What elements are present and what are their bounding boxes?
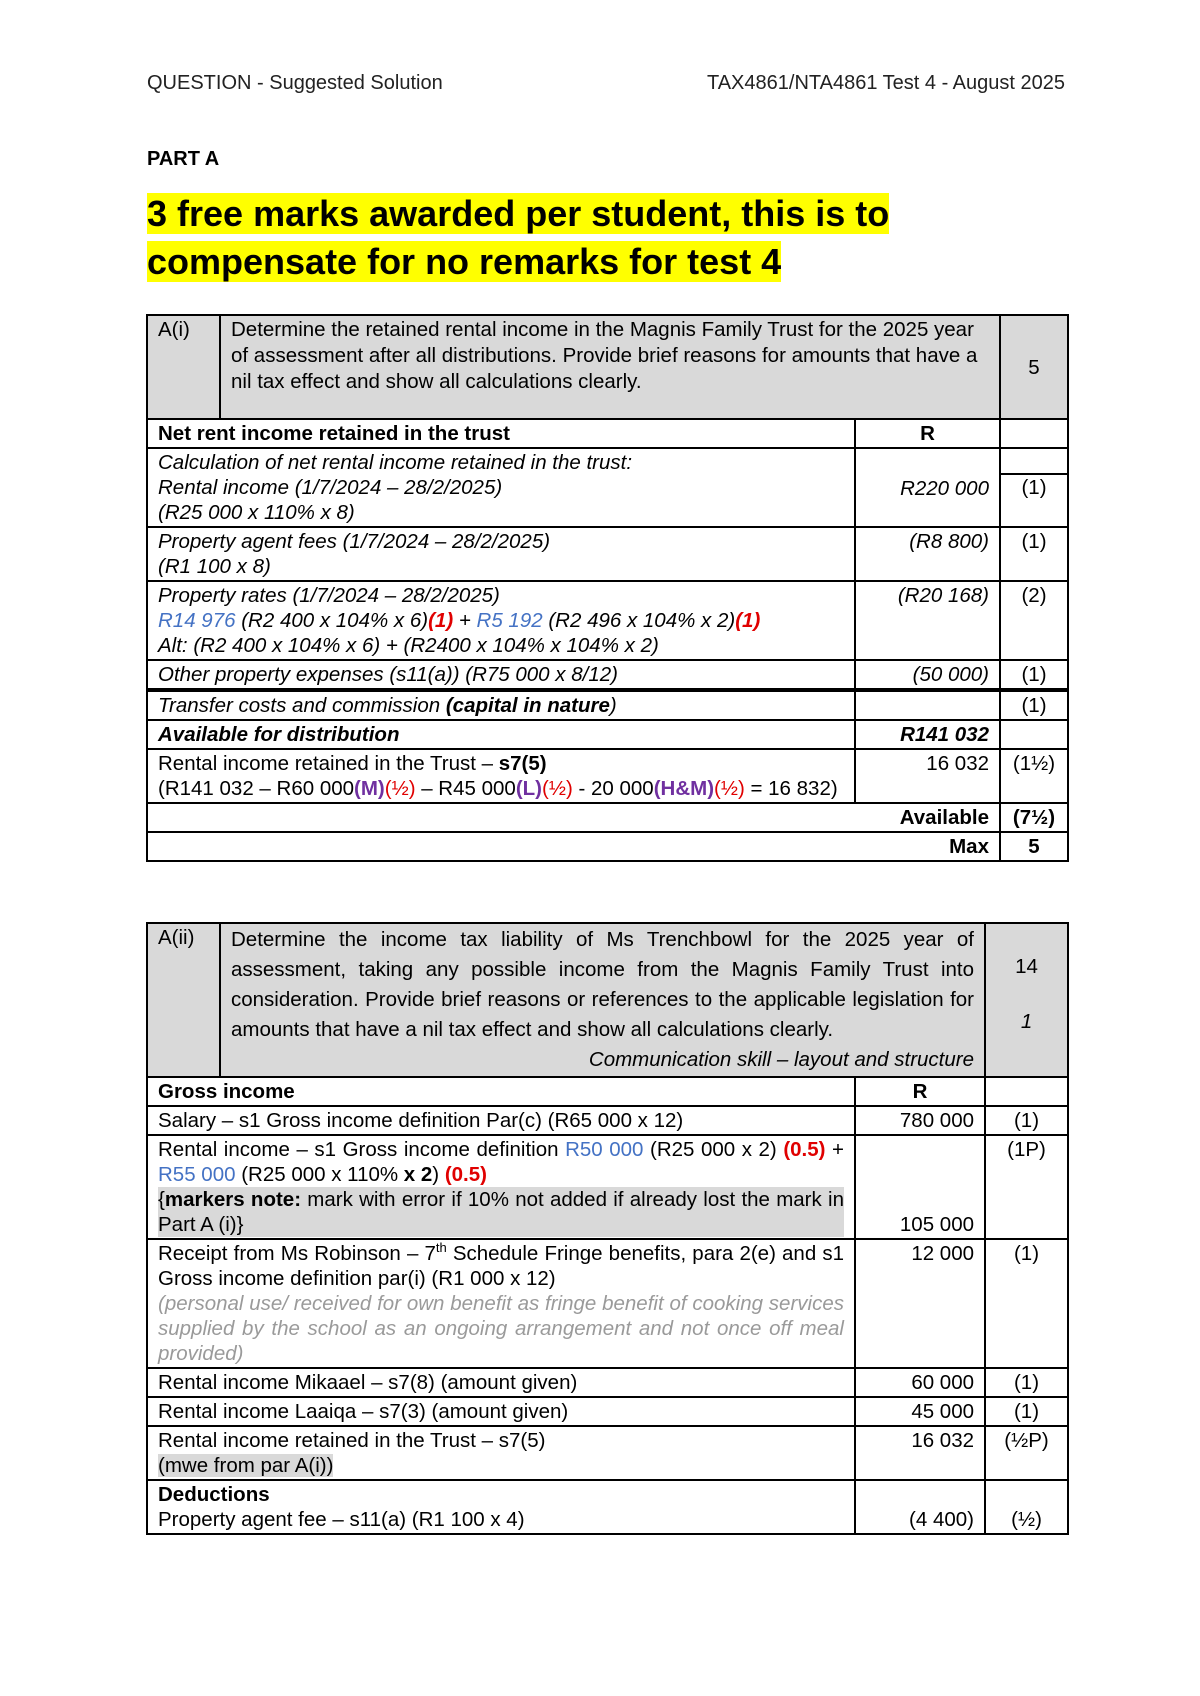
- table-row: [147, 1426, 1068, 1480]
- part-title: PART A: [147, 148, 220, 170]
- header-right: TAX4861/NTA4861 Test 4 - August 2025: [706, 72, 1065, 94]
- table-row: Rental income retained in the Trust – s7(5) (R141 032 – R60 000(M)(½) – R45 000(L)(½) - 20 000(H&M)(½) = 16 832) 16 032 (1½): [147, 749, 1068, 803]
- row-amount: [855, 690, 1000, 720]
- table-row: [147, 527, 1068, 581]
- row-amount: 45 000: [855, 1397, 985, 1426]
- question-label: A(ii): [147, 923, 220, 1077]
- table-row: Transfer costs and commission (capital in nature) (1): [147, 690, 1068, 720]
- row-text: Rental income retained in the Trust – s7(5): [158, 1429, 546, 1452]
- markers-note: {markers note: mark with error if 10% not added if already lost the mark in Part A (i)}: [158, 1188, 844, 1236]
- row-mark: (1): [1000, 660, 1068, 690]
- question-label: A(i): [147, 315, 220, 419]
- free-marks-line-2: compensate for no remarks for test 4: [147, 241, 782, 282]
- table-row: [147, 803, 1068, 832]
- row-text: Alt: (R2 400 x 104% x 6) + (R2400 x 104% x 104% x 2): [158, 634, 659, 657]
- question-row: [147, 923, 1068, 1077]
- row-text: Rental income (1/7/2024 – 28/2/2025): [158, 476, 503, 499]
- table-row: [147, 720, 1068, 749]
- row-amount: 12 000: [855, 1239, 985, 1368]
- table-row: [147, 448, 1068, 527]
- table-row: [147, 419, 1068, 448]
- row-mark: (1): [1000, 527, 1068, 581]
- free-marks-line-1: 3 free marks awarded per student, this is to: [147, 193, 890, 234]
- question-row: [147, 315, 1068, 419]
- section-heading: Deductions: [158, 1483, 270, 1506]
- row-amount: (50 000): [855, 660, 1000, 690]
- row-mark: (½): [985, 1480, 1068, 1534]
- row-mark: (1): [1021, 476, 1047, 499]
- row-amount: R141 032: [855, 720, 1000, 749]
- row-text: Calculation of net rental income retained in the trust:: [158, 451, 633, 474]
- row-amount: 16 032: [855, 1426, 985, 1480]
- column-heading-r: R: [855, 419, 1000, 448]
- row-mark: (1): [985, 1239, 1068, 1368]
- table-row: Rental income – s1 Gross income definition R50 000 (R25 000 x 2) (0.5) + R55 000 (R25 000 x 110% x 2) (0.5) {markers note: mark with error if 10% not added if already lost the mark in Part A (i)} 105 000 (1P): [147, 1135, 1068, 1239]
- row-mark: (1½): [1000, 749, 1068, 803]
- row-mark: (1): [1000, 690, 1068, 720]
- section-heading: Net rent income retained in the trust: [147, 419, 855, 448]
- row-amount: 60 000: [855, 1368, 985, 1397]
- available-mark: (7½): [1000, 803, 1068, 832]
- row-mark: (½P): [985, 1426, 1068, 1480]
- table-row: [147, 1077, 1068, 1106]
- max-label: Max: [147, 832, 1000, 861]
- communication-marks: 1: [1020, 1010, 1033, 1033]
- row-text: Property rates (1/7/2024 – 28/2/2025): [158, 584, 500, 607]
- row-amount: (R8 800): [855, 527, 1000, 581]
- table-a-ii: [146, 922, 1069, 1535]
- row-mark: (1P): [985, 1135, 1068, 1239]
- question-text: Determine the retained rental income in the Magnis Family Trust for the 2025 year of assessment after all distributions. Provide brief reasons for amounts that have a nil tax effect and show all calculations clearly.: [220, 315, 1000, 419]
- row-amount: 16 032: [855, 749, 1000, 803]
- row-mark: (1): [985, 1106, 1068, 1135]
- row-mark: (1): [985, 1397, 1068, 1426]
- row-amount: (R20 168): [855, 581, 1000, 660]
- table-row: Property rates (1/7/2024 – 28/2/2025) R14 976 (R2 400 x 104% x 6)(1) + R5 192 (R2 496 x 104% x 2)(1) Alt: (R2 400 x 104% x 6) + (R2400 x 104% x 104% x 2) (R20 168) (2): [147, 581, 1068, 660]
- table-row: [147, 1106, 1068, 1135]
- row-mark: (1): [985, 1368, 1068, 1397]
- row-mark: (2): [1000, 581, 1068, 660]
- table-row: Receipt from Ms Robinson – 7th Schedule Fringe benefits, para 2(e) and s1 Gross income definition par(i) (R1 000 x 12) (personal use/ received for own benefit as fringe benefit of cooking services supplied by the school as an ongoing arrangement and not once off meal provided) 12 000 (1): [147, 1239, 1068, 1368]
- row-text: Other property expenses (s11(a)) (R75 000 x 8/12): [147, 660, 855, 690]
- question-text: Determine the income tax liability of Ms Trenchbowl for the 2025 year of assessment, taking any possible income from the Magnis Family Trust into consideration. Provide brief reasons or references to the applicable legislation for amounts that have a nil tax effect and show all calculations clearly.: [231, 928, 975, 1041]
- row-text: Rental income Laaiqa – s7(3) (amount given): [147, 1397, 855, 1426]
- row-text: Salary – s1 Gross income definition Par(c) (R65 000 x 12): [147, 1106, 855, 1135]
- row-amount: 105 000: [855, 1135, 985, 1239]
- question-marks: 14: [1015, 955, 1038, 978]
- row-text: Property agent fees (1/7/2024 – 28/2/2025): [158, 530, 551, 553]
- row-text: Rental income Mikaael – s7(8) (amount given): [147, 1368, 855, 1397]
- question-marks: 5: [1000, 315, 1068, 419]
- header-left: QUESTION - Suggested Solution: [147, 72, 443, 94]
- max-mark: 5: [1000, 832, 1068, 861]
- row-text: Property agent fee – s11(a) (R1 100 x 4): [158, 1508, 525, 1531]
- row-amount: (4 400): [855, 1480, 985, 1534]
- row-text: Available for distribution: [147, 720, 855, 749]
- table-row: [147, 832, 1068, 861]
- row-text: (R1 100 x 8): [158, 555, 271, 578]
- communication-skill: Communication skill – layout and structure: [588, 1048, 975, 1071]
- row-text: (mwe from par A(i)): [158, 1454, 334, 1477]
- receipt-note: (personal use/ received for own benefit as fringe benefit of cooking services supplied by the school as an ongoing arrangement and not once off meal provided): [158, 1292, 844, 1365]
- table-row: [147, 660, 1068, 690]
- table-row: [147, 1397, 1068, 1426]
- table-a-i: [146, 314, 1069, 862]
- table-row: [147, 1368, 1068, 1397]
- available-label: Available: [147, 803, 1000, 832]
- free-marks-notice: [147, 190, 889, 286]
- row-amount: R220 000: [855, 448, 1000, 527]
- row-amount: 780 000: [855, 1106, 985, 1135]
- column-heading-r: R: [855, 1077, 985, 1106]
- section-heading: Gross income: [147, 1077, 855, 1106]
- table-row: [147, 1480, 1068, 1534]
- row-text: (R25 000 x 110% x 8): [158, 501, 355, 524]
